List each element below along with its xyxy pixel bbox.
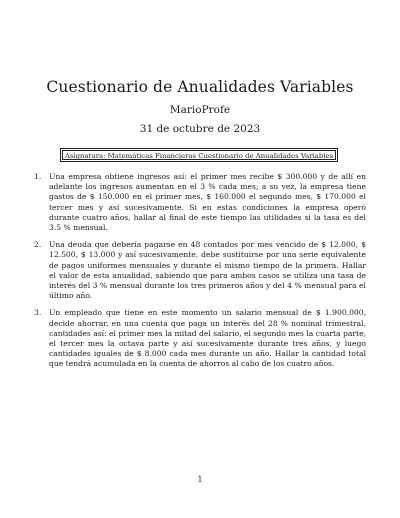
question-item <box>34 308 366 369</box>
question-number: 1. <box>34 172 42 181</box>
question-text: Una deuda que debería pagarse en 48 contados por mes vencido de $ 12.000, $ 12.500, $ 13.000 y así sucesivamente, debe sustituirse por una serie equivalente de pagos uniformes mensuales y durante el mismo tiempo de la primera. Hallar el valor de esta anualidad, sabiendo que para ambos casos se utiliza una tasa de interés del 3 % mensual durante los tres primeros años y del 4 % mensual para el último año. <box>49 240 366 301</box>
page-number: 1 <box>197 475 203 484</box>
subject-box <box>60 148 338 162</box>
document-author: MarioProfe <box>169 104 231 116</box>
document-date: 31 de octubre de 2023 <box>139 123 261 135</box>
subject-label: Asignatura: Matemáticas Financieras Cuestionario de Anualidades Variables <box>62 150 336 160</box>
question-number: 2. <box>34 240 42 250</box>
question-text: Una empresa obtiene ingresos así: el primer mes recibe $ 300.000 y de allí en adelante los ingresos aumentan en el 3 % cada mes; a su vez, la empresa tiene gastos de $ 150.000 en el primer mes, $ 160.000 el segundo mes, $ 170.000 el tercer mes y así sucesivamente. Si en estas condiciones la empresa operó durante cuatro años, hallar al final de este tiempo las utilidades si la tasa es del 3.5 % mensual. <box>49 172 366 233</box>
question-number: 3. <box>34 308 42 318</box>
document-title: Cuestionario de Anualidades Variables <box>46 78 354 96</box>
question-item <box>34 240 366 301</box>
question-item <box>34 172 366 233</box>
question-text: Un empleado que tiene en este momento un salario mensual de $ 1.900.000, decide ahorrar, en una cuenta que paga un interés del 28 % nominal trimestral, cantidades así: el primer mes la mitad del salario, el segundo mes la cuarta parte, el tercer mes la octava parte y así sucesivamente durante tres años, y luego cantidades iguales de $ 8.000 cada mes durante un año. Hallar la cantidad total que tendrá acumulada en la cuenta de ahorros al cabo de los cuatro años. <box>49 308 366 369</box>
question-list <box>34 172 366 377</box>
